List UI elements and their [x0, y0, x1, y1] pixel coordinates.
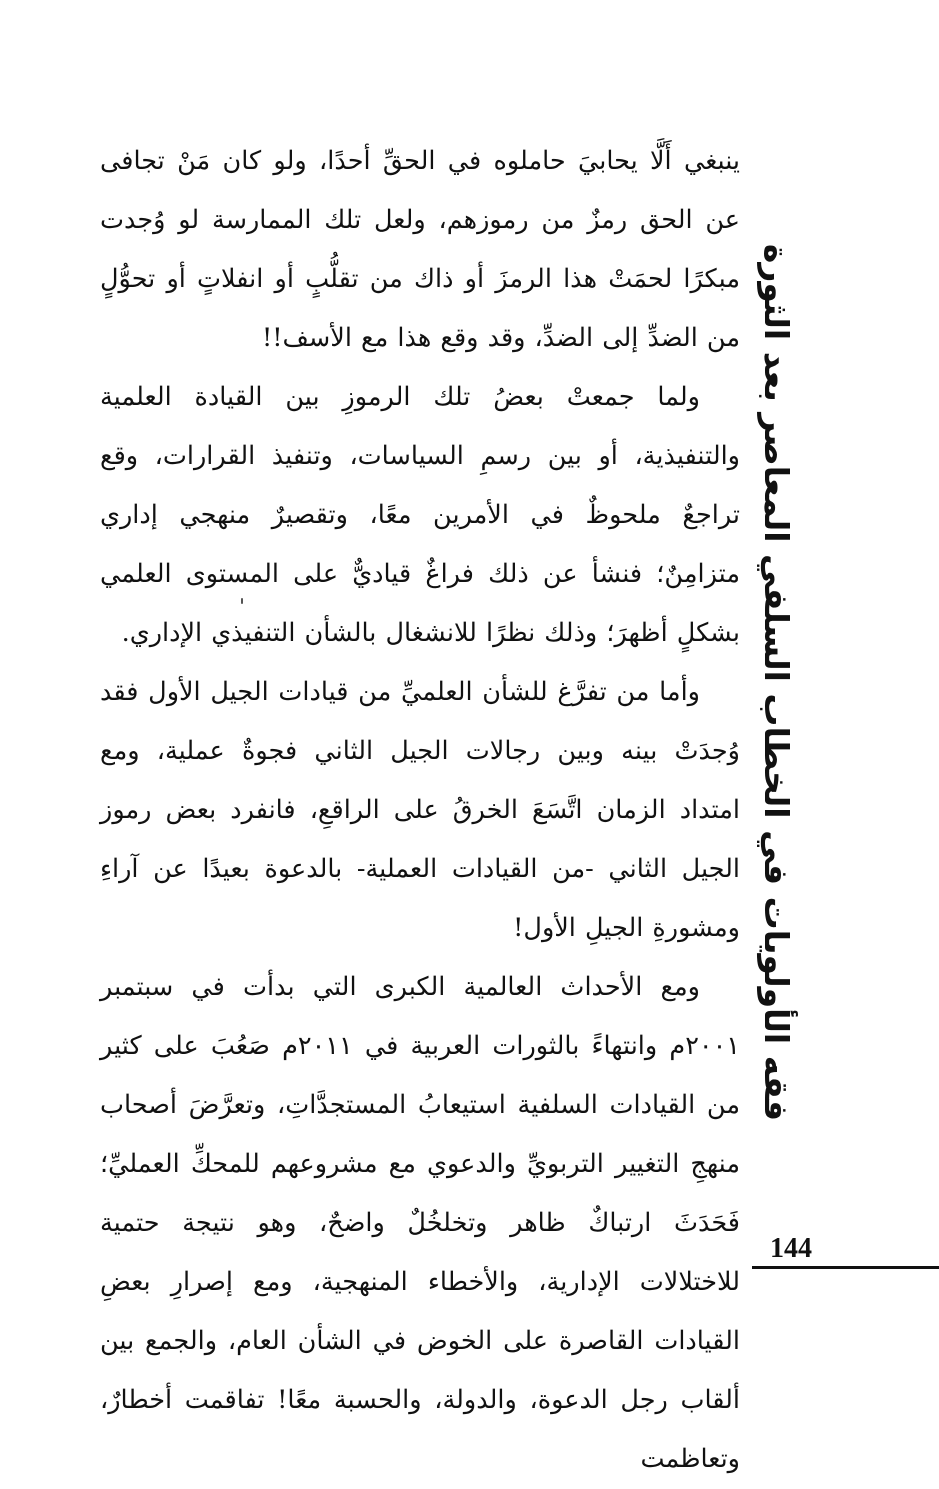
scan-speck	[241, 598, 243, 604]
paragraph: ولما جمعتْ بعضُ تلك الرموزِ بين القيادة العلمية والتنفيذية، أو بين رسمِ السياسات، وتنفيذ القرارات، وقع تراجعٌ ملحوظٌ في الأمرين معًا، وتقصيرٌ منهجي إداري متزامِنٌ؛ فنشأ عن ذلك فراغٌ قياديٌّ على المستوى العلمي بشكلٍ أظهرَ؛ وذلك نظرًا للانشغال بالشأن التنفيذي الإداري.	[100, 382, 740, 648]
running-title-text: فقه الأولويات في الخطاب السلفي المعاصر بعد الثورة	[757, 243, 797, 1121]
footer-rule	[752, 1266, 939, 1269]
paragraph: وأما من تفرَّغ للشأن العلميِّ من قيادات الجيل الأول فقد وُجدَتْ بينه وبين رجالات الجيل الثاني فجوةٌ عملية، ومع امتداد الزمان اتَّسَعَ الخرقُ على الراقعِ، فانفرد بعض رموز الجيل الثاني -من القيادات العملية- بالدعوة بعيدًا عن آراءِ ومشورةِ الجيلِ الأول!	[100, 677, 740, 943]
running-title	[752, 132, 802, 1232]
body-text	[100, 132, 740, 1489]
paragraph: ومع الأحداث العالمية الكبرى التي بدأت في سبتمبر ٢٠٠١م وانتهاءً بالثورات العربية في ٢٠١١م صَعُبَ على كثير من القيادات السلفية استيعابُ المستجدَّاتِ، وتعرَّضَ أصحاب منهجِ التغيير التربويِّ والدعوي مع مشروعهم للمحكِّ العمليِّ؛ فَحَدَثَ ارتباكٌ ظاهر وتخلخُلٌ واضحٌ، وهو نتيجة حتمية للاختلالات الإدارية، والأخطاء المنهجية، ومع إصرارِ بعضِ القيادات القاصرة على الخوض في الشأن العام، والجمع بين ألقاب رجل الدعوة، والدولة، والحسبة معًا! تفاقمت أخطارٌ، وتعاظمت	[100, 972, 740, 1474]
page-number: 144	[770, 1233, 812, 1264]
paragraph: ينبغي أَلَّا يحابيَ حاملوه في الحقِّ أحدًا، ولو كان مَنْ تجافى عن الحق رمزٌ من رموزهم، ولعل تلك الممارسة لو وُجدت مبكرًا لحمَتْ هذا الرمزَ أو ذاك من تقلُّبٍ أو انفلاتٍ أو تحوُّلٍ من الضدِّ إلى الضدِّ، وقد وقع هذا مع الأسف!!	[100, 146, 740, 353]
